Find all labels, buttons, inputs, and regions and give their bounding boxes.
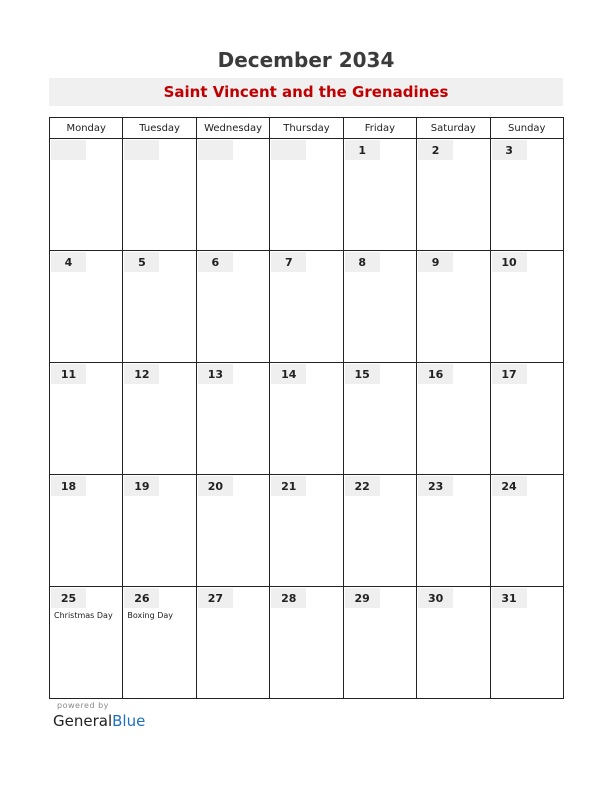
day-cell <box>417 363 490 475</box>
country-name: Saint Vincent and the Grenadines <box>163 83 449 101</box>
day-number-box <box>51 252 86 272</box>
day-cell <box>50 475 123 587</box>
day-number: 7 <box>284 256 293 269</box>
day-cell <box>50 363 123 475</box>
day-cell <box>196 363 269 475</box>
day-number-box <box>124 588 159 608</box>
day-cell <box>50 587 123 699</box>
day-cell-content <box>344 139 416 250</box>
day-number: 22 <box>354 480 370 493</box>
day-cell <box>417 587 490 699</box>
day-number-box <box>271 588 306 608</box>
day-number: 28 <box>281 592 297 605</box>
day-cell-content <box>344 363 416 474</box>
weekday-friday: Friday <box>343 118 416 139</box>
day-cell-content <box>491 251 563 362</box>
week-row <box>50 363 564 475</box>
day-cell <box>270 139 343 251</box>
week-row <box>50 475 564 587</box>
day-number-box <box>271 476 306 496</box>
day-cell-content <box>491 475 563 586</box>
day-number-box <box>124 252 159 272</box>
day-number: 21 <box>281 480 297 493</box>
day-number-box <box>198 588 233 608</box>
day-cell-content <box>270 251 342 362</box>
day-number: 27 <box>207 592 223 605</box>
day-cell-content <box>123 587 195 698</box>
brand-general: General <box>53 712 113 730</box>
page-title: December 2034 <box>217 48 395 72</box>
week-row <box>50 139 564 251</box>
day-cell-content <box>50 363 122 474</box>
day-number: 9 <box>431 256 440 269</box>
day-number-box <box>124 364 159 384</box>
day-number: 23 <box>427 480 444 493</box>
day-cell <box>123 139 196 251</box>
powered-by-label: powered by <box>57 701 109 710</box>
day-number: 25 <box>60 592 77 605</box>
day-number-box <box>345 476 380 496</box>
day-number: 2 <box>431 144 440 157</box>
day-number-box <box>51 364 86 384</box>
day-number-box <box>492 364 527 384</box>
day-cell <box>196 139 269 251</box>
day-cell-content <box>491 363 563 474</box>
day-number: 3 <box>505 144 513 157</box>
generalblue-logo <box>53 712 145 730</box>
day-number-box <box>345 364 380 384</box>
day-number: 18 <box>60 480 77 493</box>
day-number-box <box>492 140 527 160</box>
day-number-box <box>198 140 233 160</box>
day-cell <box>270 251 343 363</box>
day-number-box <box>345 140 380 160</box>
day-cell-content <box>344 251 416 362</box>
day-number: 17 <box>501 368 517 381</box>
day-cell-content <box>123 251 195 362</box>
day-cell <box>270 363 343 475</box>
weekday-sunday: Sunday <box>490 118 563 139</box>
day-cell <box>343 363 416 475</box>
day-cell <box>490 363 563 475</box>
weekday-wednesday: Wednesday <box>196 118 269 139</box>
day-number-box <box>198 476 233 496</box>
holiday-label: Boxing Day <box>127 611 174 620</box>
day-cell-content <box>491 587 563 698</box>
day-number-box <box>51 140 86 160</box>
day-number-box <box>418 364 453 384</box>
day-cell-content <box>270 475 342 586</box>
day-number-box <box>418 476 453 496</box>
day-cell-content <box>417 139 489 250</box>
day-number: 12 <box>134 368 150 381</box>
day-number: 15 <box>354 368 370 381</box>
weekday-thursday: Thursday <box>270 118 343 139</box>
day-cell-content <box>50 251 122 362</box>
day-number-box <box>51 588 86 608</box>
day-number: 30 <box>427 592 444 605</box>
day-number: 5 <box>138 256 146 269</box>
day-number-box <box>198 364 233 384</box>
day-number-box <box>492 252 527 272</box>
day-number-box <box>271 252 306 272</box>
day-number: 20 <box>207 480 223 493</box>
day-cell-content <box>197 139 269 250</box>
day-number: 10 <box>501 256 517 269</box>
day-cell-content <box>417 587 489 698</box>
day-cell-content <box>197 587 269 698</box>
day-cell-content <box>50 587 122 698</box>
day-cell <box>417 475 490 587</box>
day-cell-content <box>123 475 195 586</box>
day-number-box <box>418 588 453 608</box>
day-cell-content <box>123 363 195 474</box>
brand-blue: Blue <box>112 712 146 730</box>
day-cell <box>490 139 563 251</box>
day-cell <box>490 251 563 363</box>
week-row <box>50 587 564 699</box>
day-cell-content <box>50 475 122 586</box>
holiday-label: Christmas Day <box>54 611 113 620</box>
weekday-header-row <box>50 118 564 139</box>
day-cell-content <box>270 587 342 698</box>
day-cell <box>490 587 563 699</box>
day-cell <box>343 587 416 699</box>
day-cell-content <box>197 363 269 474</box>
day-number: 31 <box>501 592 517 605</box>
day-cell <box>417 139 490 251</box>
day-cell-content <box>344 475 416 586</box>
day-cell <box>270 475 343 587</box>
day-cell <box>196 587 269 699</box>
day-number: 29 <box>354 592 370 605</box>
day-cell <box>123 587 196 699</box>
day-number: 6 <box>211 256 220 269</box>
day-number: 14 <box>281 368 297 381</box>
day-cell-content <box>50 139 122 250</box>
day-cell <box>123 251 196 363</box>
day-number: 16 <box>427 368 444 381</box>
calendar-grid <box>49 117 564 699</box>
day-cell <box>123 363 196 475</box>
day-number: 11 <box>60 368 77 381</box>
week-row <box>50 251 564 363</box>
day-cell <box>343 475 416 587</box>
weekday-tuesday: Tuesday <box>123 118 196 139</box>
day-cell-content <box>197 251 269 362</box>
day-number-box <box>418 252 453 272</box>
day-number-box <box>418 140 453 160</box>
day-cell <box>196 251 269 363</box>
day-number-box <box>124 476 159 496</box>
day-number-box <box>271 140 306 160</box>
day-cell <box>50 139 123 251</box>
day-number: 24 <box>501 480 517 493</box>
day-cell <box>343 139 416 251</box>
weekday-saturday: Saturday <box>417 118 490 139</box>
weekday-monday: Monday <box>50 118 123 139</box>
day-number-box <box>198 252 233 272</box>
day-number-box <box>124 140 159 160</box>
day-cell-content <box>491 139 563 250</box>
day-number-box <box>51 476 86 496</box>
day-cell <box>270 587 343 699</box>
day-number: 1 <box>358 144 367 157</box>
day-cell-content <box>270 139 342 250</box>
day-cell-content <box>417 475 489 586</box>
day-number: 13 <box>207 368 223 381</box>
day-cell-content <box>344 587 416 698</box>
day-number: 19 <box>134 480 150 493</box>
day-cell <box>123 475 196 587</box>
day-cell-content <box>270 363 342 474</box>
day-number-box <box>345 252 380 272</box>
country-banner <box>49 78 563 106</box>
day-cell-content <box>197 475 269 586</box>
day-cell <box>196 475 269 587</box>
day-number: 8 <box>358 256 367 269</box>
day-cell-content <box>123 139 195 250</box>
day-number-box <box>271 364 306 384</box>
day-cell <box>490 475 563 587</box>
day-cell-content <box>417 363 489 474</box>
day-number-box <box>345 588 380 608</box>
day-cell-content <box>417 251 489 362</box>
day-number-box <box>492 588 527 608</box>
day-cell <box>417 251 490 363</box>
day-number: 4 <box>64 256 73 269</box>
day-cell <box>343 251 416 363</box>
day-number: 26 <box>134 592 150 605</box>
day-cell <box>50 251 123 363</box>
day-number-box <box>492 476 527 496</box>
